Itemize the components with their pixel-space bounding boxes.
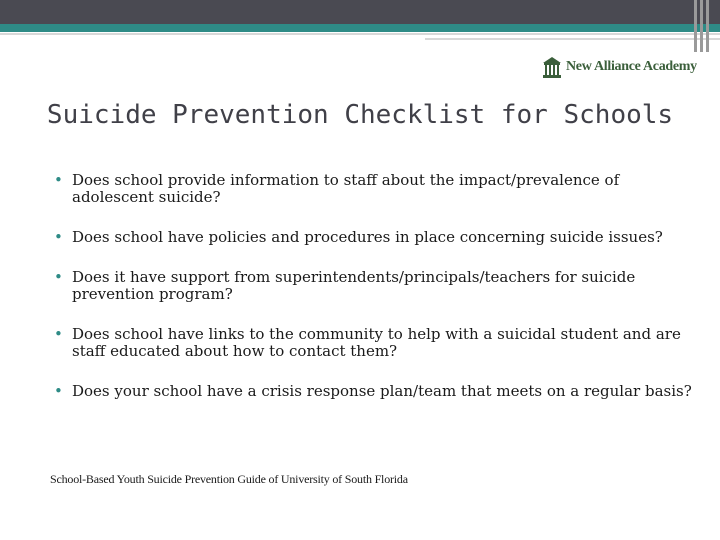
- decorative-bar: [700, 0, 703, 52]
- checklist-item: • Does school have policies and procedures in place concerning suicide issues?: [54, 229, 694, 246]
- divider-line-short: [425, 38, 720, 40]
- source-citation: School-Based Youth Suicide Prevention Guide of University of South Florida: [50, 472, 408, 486]
- school-logo: [542, 56, 697, 78]
- divider-line: [0, 33, 720, 35]
- checklist-item: • Does school have links to the community to help with a suicidal student and are staff educated about how to contact them?: [54, 326, 694, 360]
- checklist-item: • Does it have support from superintendents/principals/teachers for suicide prevention program?: [54, 269, 694, 303]
- decorative-bar: [694, 0, 697, 52]
- building-icon: [542, 56, 562, 78]
- logo-text: New Alliance Academy: [566, 59, 697, 74]
- checklist-item: • Does your school have a crisis response plan/team that meets on a regular basis?: [54, 383, 694, 400]
- accent-stripe: [0, 24, 720, 32]
- header-bar: [0, 0, 720, 24]
- checklist-item: • Does school provide information to staff about the impact/prevalence of adolescent suicide?: [54, 172, 694, 206]
- checklist: [54, 172, 694, 423]
- slide-title: Suicide Prevention Checklist for Schools: [46, 100, 674, 130]
- decorative-bar: [706, 0, 709, 52]
